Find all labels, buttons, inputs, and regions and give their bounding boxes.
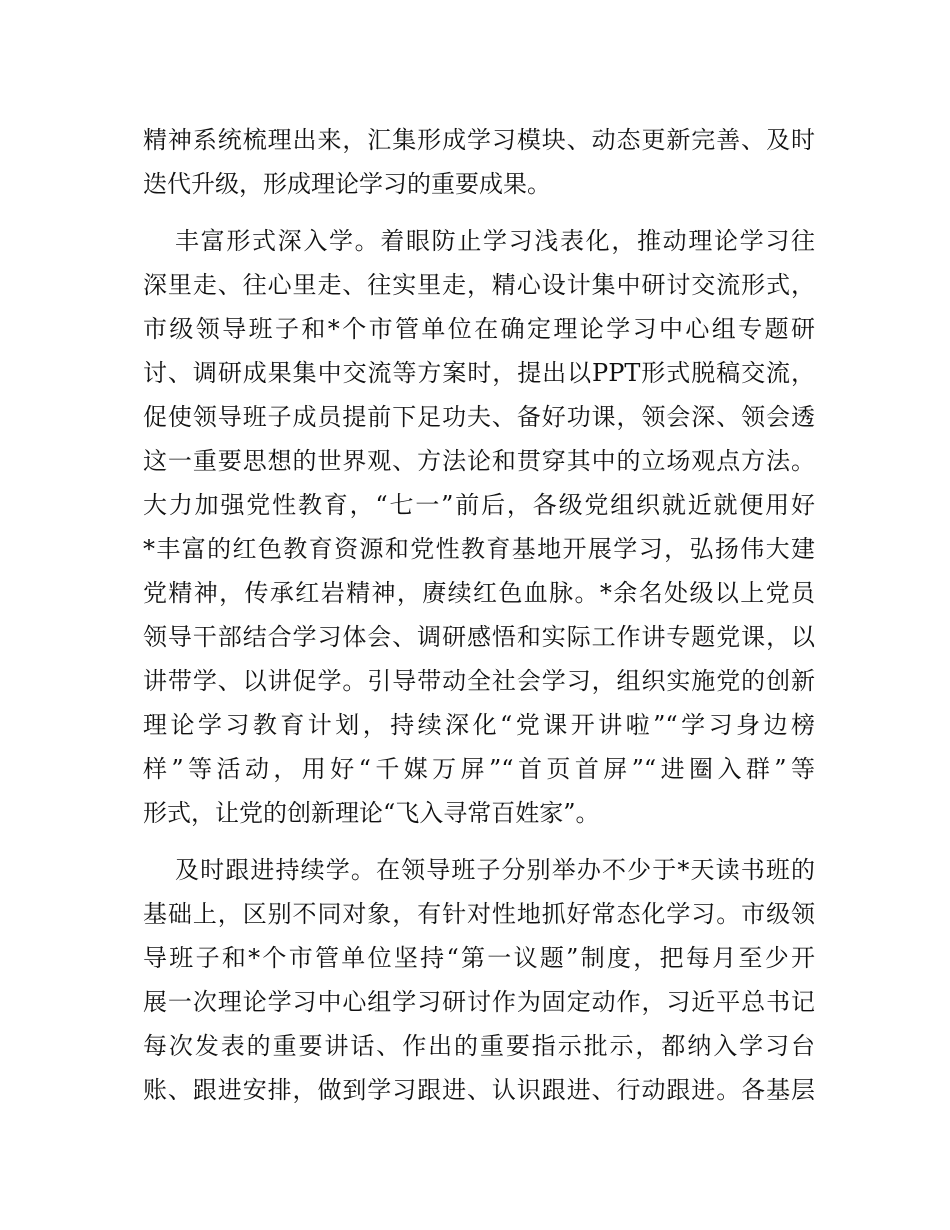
text-line: 理论学习教育计划，持续深化“党课开讲啦”“学习身边榜 [143, 711, 815, 739]
text-line: 讲带学、以讲促学。引导带动全社会学习，组织实施党的创新 [143, 667, 815, 695]
text-line: 讨、调研成果集中交流等方案时，提出以PPT形式脱稿交流， [143, 359, 815, 387]
text-line: 每次发表的重要讲话、作出的重要指示批示，都纳入学习台 [143, 1032, 815, 1060]
text-line: 精神系统梳理出来，汇集形成学习模块、动态更新完善、及时 [143, 126, 815, 154]
paragraph-spacing [143, 206, 815, 219]
text-line: 这一重要思想的世界观、方法论和贯穿其中的立场观点方法。 [143, 447, 815, 475]
text-line: 深里走、往心里走、往实里走，精心设计集中研讨交流形式， [143, 271, 815, 299]
paragraph-p3 [143, 848, 815, 1112]
text-line: 促使领导班子成员提前下足功夫、备好功课，领会深、领会透 [143, 403, 815, 431]
text-line: 迭代升级，形成理论学习的重要成果。 [143, 170, 551, 198]
text-line: 领导干部结合学习体会、调研感悟和实际工作讲专题党课，以 [143, 623, 815, 651]
text-line: *丰富的红色教育资源和党性教育基地开展学习，弘扬伟大建 [143, 535, 815, 563]
text-line: 样”等活动，用好“千媒万屏”“首页首屏”“进圈入群”等 [143, 755, 815, 783]
text-line: 账、跟进安排，做到学习跟进、认识跟进、行动跟进。各基层 [143, 1076, 815, 1104]
document-body [143, 118, 815, 1112]
text-line: 及时跟进持续学。在领导班子分别举办不少于*天读书班的 [175, 856, 815, 884]
text-line: 市级领导班子和*个市管单位在确定理论学习中心组专题研 [143, 315, 815, 343]
text-line: 党精神，传承红岩精神，赓续红色血脉。*余名处级以上党员 [143, 579, 815, 607]
text-line: 展一次理论学习中心组学习研讨作为固定动作，习近平总书记 [143, 988, 815, 1016]
paragraph-p2 [143, 219, 815, 835]
text-line: 丰富形式深入学。着眼防止学习浅表化，推动理论学习往 [175, 227, 815, 255]
paragraph-spacing [143, 835, 815, 848]
text-line: 基础上，区别不同对象，有针对性地抓好常态化学习。市级领 [143, 900, 815, 928]
text-line: 导班子和*个市管单位坚持“第一议题”制度，把每月至少开 [143, 944, 815, 972]
text-line: 大力加强党性教育，“七一”前后，各级党组织就近就便用好 [143, 491, 815, 519]
text-line: 形式，让党的创新理论“飞入寻常百姓家”。 [143, 799, 600, 827]
paragraph-p1 [143, 118, 815, 206]
